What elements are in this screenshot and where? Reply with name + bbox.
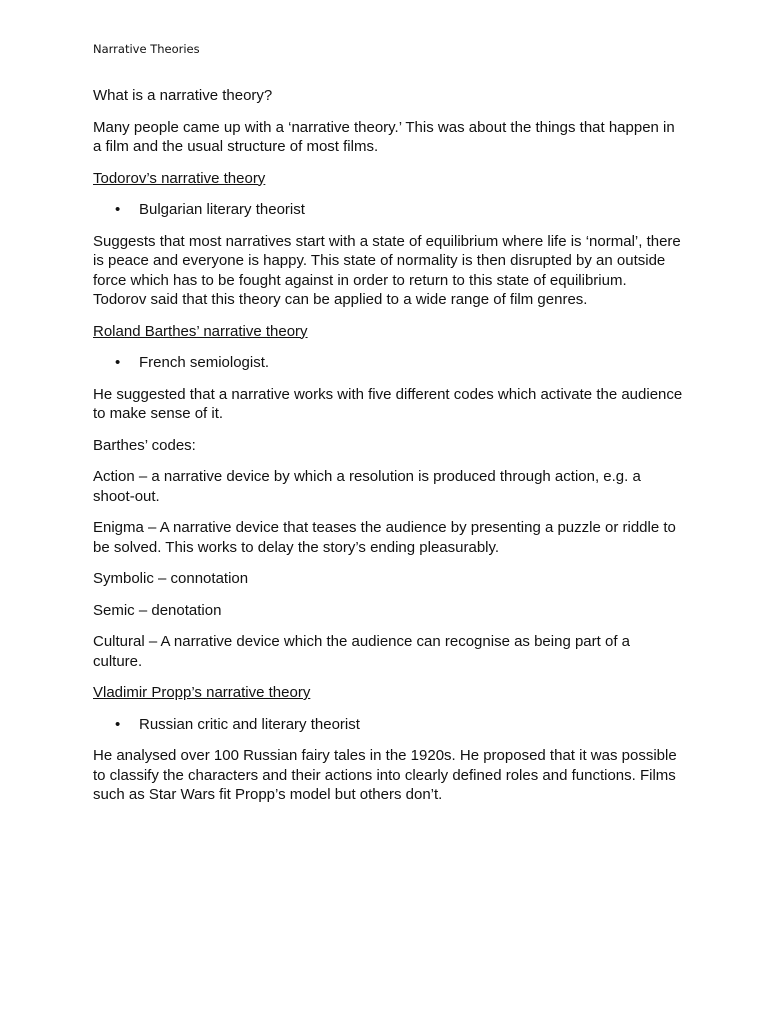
todorov-bullet: [93, 200, 683, 220]
bullet-text: Russian critic and literary theorist: [139, 715, 360, 733]
codes-label: Barthes’ codes:: [93, 436, 196, 454]
document-header: Narrative Theories: [93, 42, 200, 56]
barthes-heading: Roland Barthes’ narrative theory: [93, 322, 308, 340]
bullet-icon: •: [115, 354, 121, 371]
code-cultural: Cultural – A narrative device which the audience can recognise as being part of a culture.: [93, 633, 630, 670]
barthes-paragraph: He suggested that a narrative works with five different codes which activate the audience to make sense of it.: [93, 385, 683, 422]
propp-heading: Vladimir Propp’s narrative theory: [93, 684, 311, 701]
todorov-paragraph: Suggests that most narratives start with a state of equilibrium where life is ‘normal’, there is peace and everyone is happy. This state of normality is then disrupted by an outside force which has to be fought against in order to return to this state of equilibrium. Todorov said that this theory can be applied to a wide range of film genres.: [93, 232, 681, 308]
document-body: [93, 86, 683, 817]
todorov-heading: Todorov’s narrative theory: [93, 169, 266, 187]
barthes-bullet: [93, 353, 683, 373]
bullet-text: French semiologist.: [139, 354, 270, 371]
bullet-icon: •: [115, 201, 121, 218]
code-action: Action – a narrative device by which a resolution is produced through action, e.g. a shoot-out.: [93, 468, 641, 505]
code-semic: Semic – denotation: [93, 601, 222, 619]
bullet-icon: •: [115, 715, 121, 733]
code-enigma: Enigma – A narrative device that teases the audience by presenting a puzzle or riddle to be solved. This works to delay the story’s ending pleasurably.: [93, 519, 676, 556]
intro-paragraph: Many people came up with a ‘narrative theory.’ This was about the things that happen in a film and the usual structure of most films.: [93, 118, 675, 155]
propp-bullet: [93, 715, 683, 735]
question: What is a narrative theory?: [93, 87, 273, 104]
propp-paragraph: He analysed over 100 Russian fairy tales in the 1920s. He proposed that it was possible to classify the characters and their actions into clearly defined roles and functions. Films such as Star Wars fit Propp’s model but others don’t.: [93, 747, 677, 803]
bullet-text: Bulgarian literary theorist: [139, 201, 305, 218]
code-symbolic: Symbolic – connotation: [93, 570, 249, 587]
